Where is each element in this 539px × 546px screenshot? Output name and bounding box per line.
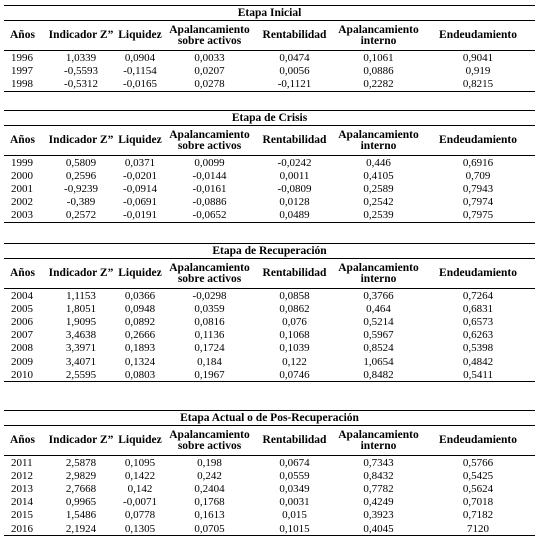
value-cell: 0,6573: [462, 315, 494, 328]
value-cell: 1,5486: [65, 509, 97, 522]
value-cell: 0,7264: [462, 289, 494, 302]
value-cell: 0,1724: [194, 342, 225, 355]
value-cell: 0,0886: [363, 64, 394, 77]
value-cell: 0,0778: [124, 509, 156, 522]
year-cell: 2004: [11, 289, 33, 302]
value-cell: 0,464: [366, 302, 391, 315]
table-row: [4, 456, 535, 470]
column-header: Apalancamiento interno: [336, 21, 421, 51]
value-cell: -0,0242: [277, 156, 312, 169]
value-cell: 0,1136: [194, 329, 225, 342]
value-cell: 0,446: [366, 156, 391, 169]
value-cell: 0,0803: [114, 368, 166, 382]
year-cell: 2014: [11, 496, 33, 509]
value-cell: 0,6916: [462, 156, 494, 169]
stage-table: [4, 110, 535, 223]
year-cell: 1998: [4, 77, 48, 91]
section-2: [0, 243, 539, 382]
value-cell: 0,1068: [279, 329, 310, 342]
value-cell: 0,0371: [124, 156, 156, 169]
value-cell: 0,4045: [336, 522, 421, 536]
value-cell: 0,0705: [166, 522, 253, 536]
value-cell: 0,1015: [253, 522, 336, 536]
value-cell: -0,5312: [48, 77, 114, 91]
value-cell: 0,7343: [363, 456, 394, 469]
value-cell: 0,5967: [363, 329, 394, 342]
value-cell: 3,3971: [65, 342, 97, 355]
value-cell: -0,0071: [123, 496, 157, 509]
column-header: Liquidez: [114, 126, 166, 156]
value-cell: 2,9829: [65, 469, 97, 482]
value-cell: 0,1893: [124, 342, 156, 355]
value-cell: -0,0652: [166, 209, 253, 223]
value-cell: 0,0031: [279, 496, 310, 509]
value-cell: 0,0278: [166, 77, 253, 91]
value-cell: -0,0914: [123, 182, 157, 195]
column-header: Rentabilidad: [253, 21, 336, 51]
table-row: [4, 482, 535, 495]
column-header: Endeudamiento: [421, 21, 535, 51]
year-cell: 2007: [11, 329, 33, 342]
column-header: Endeudamiento: [421, 126, 535, 156]
column-header: Apalancamiento sobre activos: [166, 126, 253, 156]
column-header: Indicador Z”: [48, 21, 114, 51]
value-cell: 0,0559: [279, 469, 310, 482]
column-header: Apalancamiento interno: [336, 426, 421, 456]
value-cell: 0,0474: [279, 51, 310, 64]
value-cell: -0,0161: [192, 182, 227, 195]
value-cell: 0,8482: [336, 368, 421, 382]
column-header: Indicador Z”: [48, 126, 114, 156]
value-cell: 0,198: [197, 456, 222, 469]
value-cell: -0,0809: [277, 182, 312, 195]
value-cell: -0,0144: [192, 169, 227, 182]
value-cell: 1,9095: [65, 315, 97, 328]
value-cell: 0,1039: [279, 342, 310, 355]
value-cell: -0,1154: [123, 64, 157, 77]
table-row: [4, 368, 535, 382]
value-cell: 2,5878: [65, 456, 97, 469]
table-row: [4, 509, 535, 522]
value-cell: 0,1768: [194, 496, 225, 509]
value-cell: 0,4842: [462, 355, 494, 368]
stage-table: [4, 410, 535, 536]
value-cell: 0,0858: [279, 289, 310, 302]
column-header: Liquidez: [114, 21, 166, 51]
value-cell: 0,7182: [462, 509, 494, 522]
value-cell: 7120: [421, 522, 535, 536]
column-header: Años: [4, 426, 48, 456]
value-cell: 0,5214: [363, 315, 394, 328]
value-cell: 0,5425: [462, 469, 494, 482]
section-0: [0, 5, 539, 92]
table-row: [4, 329, 535, 342]
column-header: Liquidez: [114, 426, 166, 456]
value-cell: 0,2282: [336, 77, 421, 91]
column-header: Años: [4, 21, 48, 51]
value-cell: -0,0191: [114, 209, 166, 223]
value-cell: 0,0674: [279, 456, 310, 469]
value-cell: 0,5411: [421, 368, 535, 382]
table-row: [4, 342, 535, 355]
table-row: [4, 496, 535, 509]
value-cell: 0,0892: [124, 315, 156, 328]
value-cell: 1,0654: [363, 355, 394, 368]
year-cell: 2001: [11, 182, 33, 195]
value-cell: 0,4105: [363, 169, 394, 182]
value-cell: -0,1121: [253, 77, 336, 91]
value-cell: 0,5766: [462, 456, 494, 469]
value-cell: 0,242: [197, 469, 222, 482]
value-cell: 0,1061: [363, 51, 394, 64]
year-cell: 2002: [11, 196, 33, 209]
column-header: Endeudamiento: [421, 426, 535, 456]
value-cell: 0,015: [282, 509, 307, 522]
value-cell: 0,2572: [48, 209, 114, 223]
value-cell: 1,8051: [65, 302, 97, 315]
year-cell: 2009: [11, 355, 33, 368]
stage-title: Etapa de Recuperación: [4, 244, 535, 259]
stage-title: Etapa Actual o de Pos-Recuperación: [4, 411, 535, 426]
value-cell: 0,9965: [65, 496, 97, 509]
value-cell: 0,184: [197, 355, 222, 368]
value-cell: 0,7975: [421, 209, 535, 223]
year-cell: 2003: [4, 209, 48, 223]
column-header: Apalancamiento sobre activos: [166, 426, 253, 456]
value-cell: 2,5595: [48, 368, 114, 382]
value-cell: 0,0862: [279, 302, 310, 315]
value-cell: 0,5398: [462, 342, 494, 355]
value-cell: 0,0816: [194, 315, 225, 328]
value-cell: -0,0298: [192, 289, 227, 302]
value-cell: -0,0201: [123, 169, 157, 182]
value-cell: 0,7782: [363, 482, 394, 495]
value-cell: 0,0207: [194, 64, 225, 77]
value-cell: 0,5624: [462, 482, 494, 495]
value-cell: 0,8215: [421, 77, 535, 91]
value-cell: -0,0691: [123, 196, 157, 209]
year-cell: 1997: [11, 64, 33, 77]
column-header: Años: [4, 259, 48, 289]
table-row: [4, 64, 535, 77]
value-cell: 0,0033: [194, 51, 225, 64]
value-cell: 0,2589: [363, 182, 394, 195]
value-cell: 0,0359: [194, 302, 225, 315]
value-cell: 2,1924: [48, 522, 114, 536]
year-cell: 2006: [11, 315, 33, 328]
value-cell: 0,0366: [124, 289, 156, 302]
value-cell: 0,2542: [363, 196, 394, 209]
value-cell: 0,7974: [462, 196, 494, 209]
table-row: [4, 302, 535, 315]
value-cell: -0,389: [66, 196, 96, 209]
value-cell: 0,6263: [462, 329, 494, 342]
column-header: Apalancamiento interno: [336, 259, 421, 289]
value-cell: 0,709: [465, 169, 491, 182]
year-cell: 2016: [4, 522, 48, 536]
value-cell: 0,0489: [253, 209, 336, 223]
value-cell: 0,2539: [336, 209, 421, 223]
stage-title: Etapa Inicial: [4, 6, 535, 21]
value-cell: -0,9239: [64, 182, 98, 195]
value-cell: 0,0128: [279, 196, 310, 209]
value-cell: 0,919: [465, 64, 491, 77]
value-cell: 0,076: [282, 315, 307, 328]
table-row: [4, 51, 535, 65]
value-cell: 0,2596: [65, 169, 97, 182]
value-cell: 3,4638: [65, 329, 97, 342]
table-row: [4, 182, 535, 195]
year-cell: 2011: [11, 456, 33, 469]
value-cell: 2,7668: [65, 482, 97, 495]
stage-table: [4, 243, 535, 382]
value-cell: 0,2404: [194, 482, 225, 495]
value-cell: 0,8432: [363, 469, 394, 482]
year-cell: 2000: [11, 169, 33, 182]
value-cell: 0,4249: [363, 496, 394, 509]
column-header: Apalancamiento sobre activos: [166, 21, 253, 51]
table-row: [4, 169, 535, 182]
table-row: [4, 289, 535, 303]
value-cell: 0,7943: [462, 182, 494, 195]
value-cell: 0,0099: [194, 156, 225, 169]
value-cell: 0,0904: [124, 51, 156, 64]
value-cell: 0,0948: [124, 302, 156, 315]
value-cell: 0,122: [282, 355, 307, 368]
value-cell: 1,1153: [66, 289, 96, 302]
value-cell: 0,1305: [114, 522, 166, 536]
value-cell: 0,0349: [279, 482, 310, 495]
table-row: [4, 469, 535, 482]
value-cell: 0,1967: [166, 368, 253, 382]
value-cell: 0,6831: [462, 302, 494, 315]
column-header: Liquidez: [114, 259, 166, 289]
value-cell: 0,2666: [124, 329, 156, 342]
column-header: Rentabilidad: [253, 126, 336, 156]
year-cell: 2015: [11, 509, 33, 522]
table-row: [4, 156, 535, 170]
column-header: Endeudamiento: [421, 259, 535, 289]
section-3: [0, 410, 539, 536]
value-cell: 0,1422: [124, 469, 156, 482]
value-cell: -0,0886: [192, 196, 227, 209]
value-cell: 0,0746: [253, 368, 336, 382]
value-cell: -0,0165: [114, 77, 166, 91]
table-row: [4, 196, 535, 209]
year-cell: 2005: [11, 302, 33, 315]
value-cell: 0,1324: [124, 355, 156, 368]
column-header: Apalancamiento interno: [336, 126, 421, 156]
table-row: [4, 522, 535, 536]
value-cell: 1,0339: [65, 51, 97, 64]
value-cell: 0,1613: [194, 509, 225, 522]
column-header: Años: [4, 126, 48, 156]
column-header: Indicador Z”: [48, 259, 114, 289]
value-cell: 0,3923: [363, 509, 394, 522]
value-cell: -0,5593: [64, 64, 98, 77]
column-header: Rentabilidad: [253, 426, 336, 456]
year-cell: 2008: [11, 342, 33, 355]
table-row: [4, 355, 535, 368]
value-cell: 0,8524: [363, 342, 394, 355]
year-cell: 2010: [4, 368, 48, 382]
year-cell: 1999: [11, 156, 33, 169]
table-row: [4, 315, 535, 328]
value-cell: 0,7018: [462, 496, 494, 509]
column-header: Indicador Z”: [48, 426, 114, 456]
year-cell: 2013: [11, 482, 33, 495]
value-cell: 0,1095: [124, 456, 156, 469]
year-cell: 1996: [11, 51, 33, 64]
column-header: Rentabilidad: [253, 259, 336, 289]
value-cell: 0,0056: [279, 64, 310, 77]
value-cell: 0,0011: [279, 169, 310, 182]
value-cell: 3,4071: [65, 355, 97, 368]
stage-table: [4, 5, 535, 92]
table-row: [4, 209, 535, 223]
stage-title: Etapa de Crisis: [4, 111, 535, 126]
value-cell: 0,9041: [462, 51, 494, 64]
value-cell: 0,142: [127, 482, 153, 495]
column-header: Apalancamiento sobre activos: [166, 259, 253, 289]
value-cell: 0,5809: [65, 156, 97, 169]
year-cell: 2012: [11, 469, 33, 482]
table-row: [4, 77, 535, 91]
section-1: [0, 110, 539, 223]
value-cell: 0,3766: [363, 289, 394, 302]
